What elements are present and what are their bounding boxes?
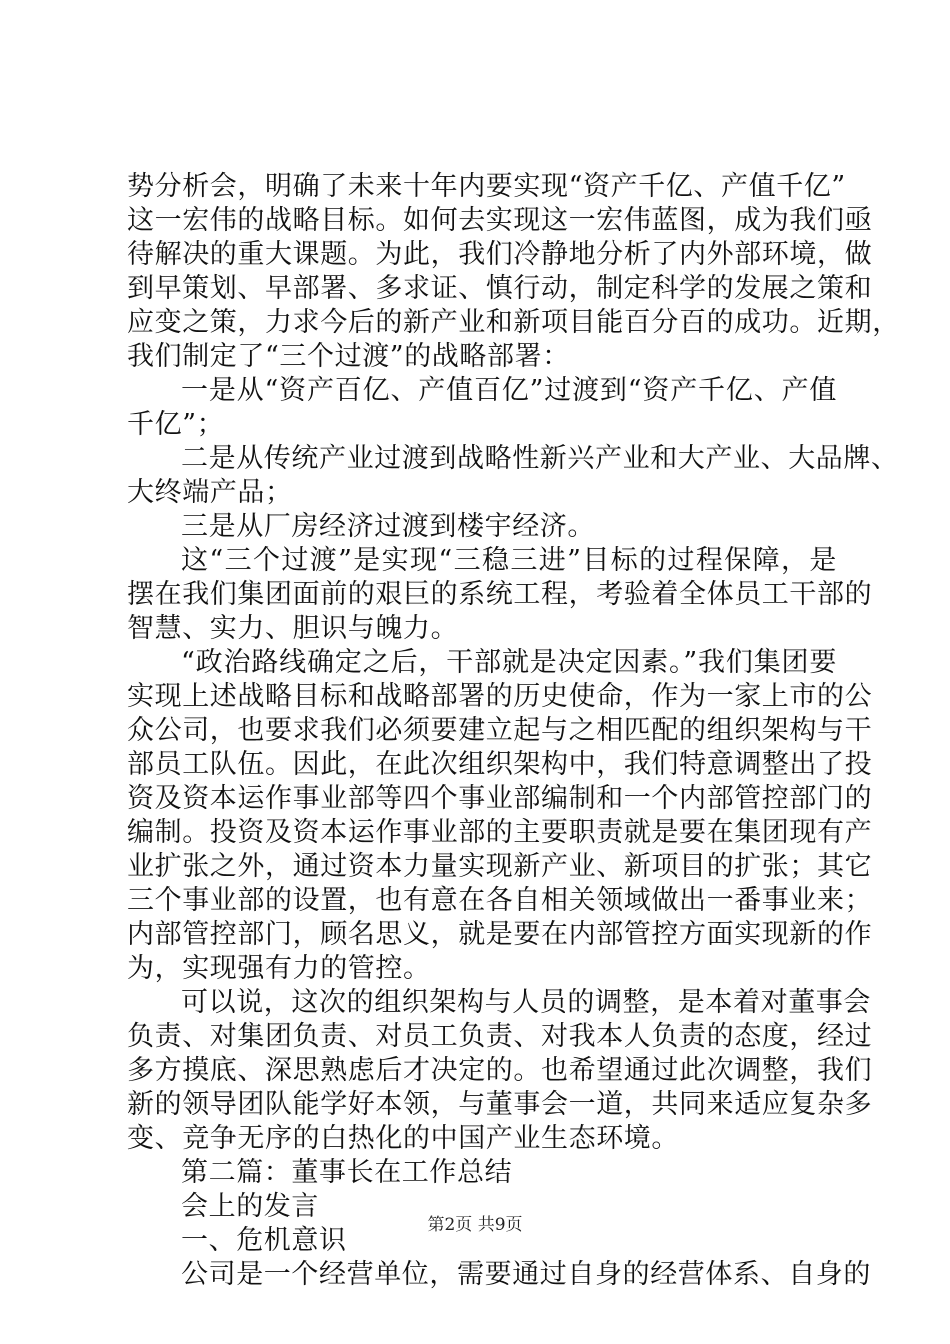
text-line: 会上的发言 [181,1191,319,1222]
text-line: 摆在我们集团面前的艰巨的系统工程，考验着全体员工干部的 [127,579,873,610]
text-line: 变、竞争无序的白热化的中国产业生态环境。 [127,1123,679,1154]
text-line: 第二篇：董事长在工作总结 [181,1157,513,1188]
text-line: 我们制定了“三个过渡”的战略部署： [127,341,570,372]
text-line: 新的领导团队能学好本领，与董事会一道，共同来适应复杂多 [127,1089,873,1120]
page-footer: 第2页 共9页 [427,1215,523,1235]
text-line: 内部管控部门，顾名思义，就是要在内部管控方面实现新的作 [127,919,873,950]
text-line: 这一宏伟的战略目标。如何去实现这一宏伟蓝图，成为我们亟 [127,205,873,236]
text-line: 智慧、实力、胆识与魄力。 [127,613,459,644]
text-line: 实现上述战略目标和战略部署的历史使命，作为一家上市的公 [127,681,873,712]
text-line: 待解决的重大课题。为此，我们冷静地分析了内外部环境，做 [127,239,873,270]
text-line: 二是从传统产业过渡到战略性新兴产业和大产业、大品牌、 [181,443,899,474]
text-line: “政治路线确定之后，干部就是决定因素。”我们集团要 [181,647,837,678]
document-body [127,170,900,1292]
text-line: 可以说，这次的组织架构与人员的调整，是本着对董事会 [181,987,871,1018]
text-line: 到早策划、早部署、多求证、慎行动，制定科学的发展之策和 [127,273,873,304]
text-line: 三是从厂房经济过渡到楼宇经济。 [181,511,595,542]
text-line: 多方摸底、深思熟虑后才决定的。也希望通过此次调整，我们 [127,1055,873,1086]
text-line: 负责、对集团负责、对员工负责、对我本人负责的态度，经过 [127,1021,873,1052]
text-line: 部员工队伍。因此，在此次组织架构中，我们特意调整出了投 [127,749,873,780]
text-line: 大终端产品； [127,477,293,508]
text-line: 为，实现强有力的管控。 [127,953,431,984]
text-line: 势分析会，明确了未来十年内要实现“资产千亿、产值千亿” [127,171,846,202]
text-line: 编制。投资及资本运作事业部的主要职责就是要在集团现有产 [127,817,873,848]
text-line: 公司是一个经营单位，需要通过自身的经营体系、自身的 [181,1259,871,1290]
text-line: 资及资本运作事业部等四个事业部编制和一个内部管控部门的 [127,783,873,814]
text-line: 三个事业部的设置，也有意在各自相关领域做出一番事业来； [127,885,873,916]
text-line: 业扩张之外，通过资本力量实现新产业、新项目的扩张；其它 [127,851,873,882]
text-line: 众公司，也要求我们必须要建立起与之相匹配的组织架构与干 [127,715,873,746]
text-line: 千亿”； [127,409,225,440]
text-line: 一是从“资产百亿、产值百亿”过渡到“资产千亿、产值 [181,375,837,406]
text-line: 这“三个过渡”是实现“三稳三进”目标的过程保障，是 [181,545,837,576]
text-line: 一、危机意识 [181,1225,347,1256]
text-line: 应变之策，力求今后的新产业和新项目能百分百的成功。近期， [127,307,900,338]
